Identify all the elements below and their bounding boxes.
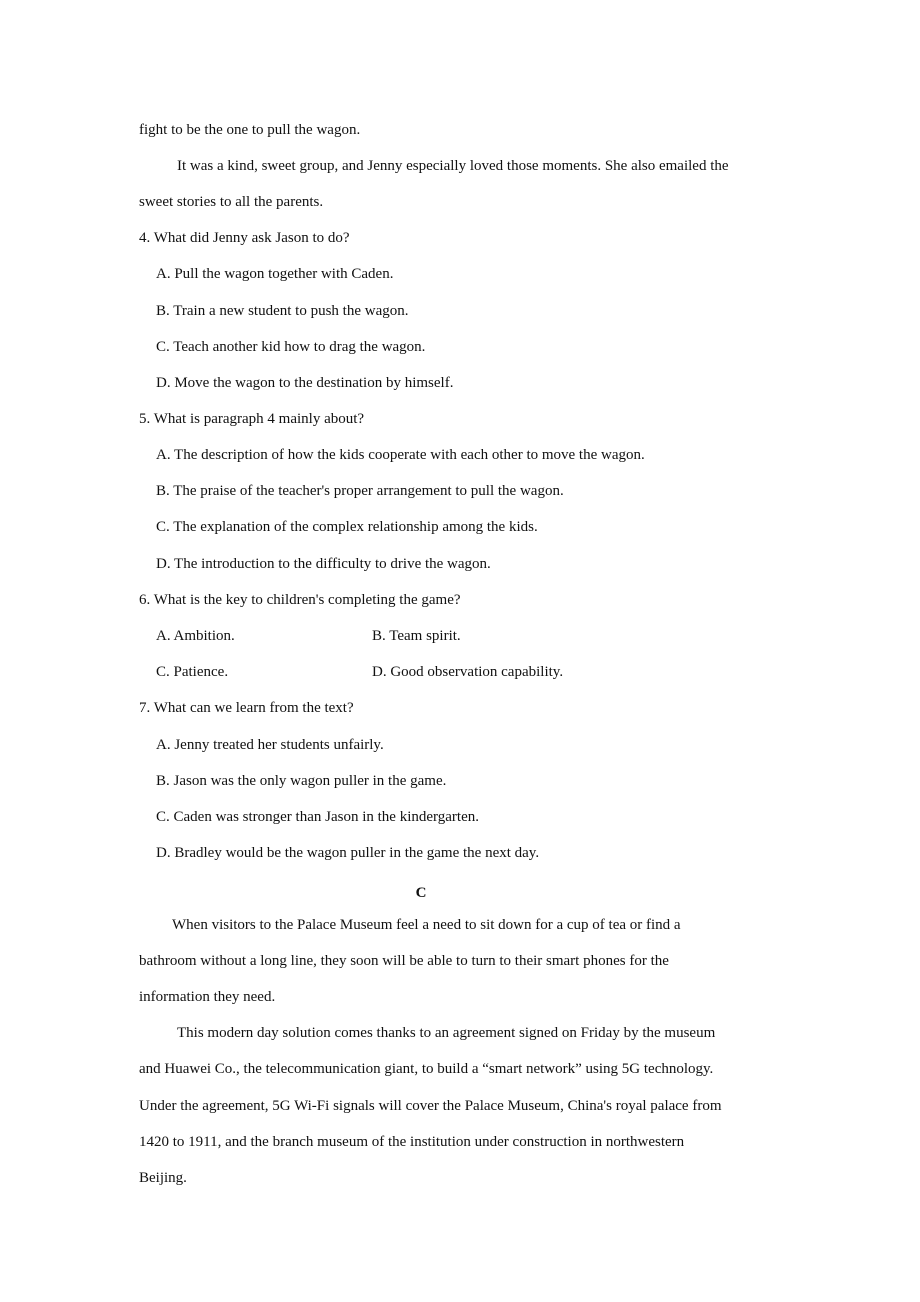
passage-line: and Huawei Co., the telecommunication giant, to build a “smart network” using 5G technology.	[139, 1061, 714, 1077]
passage-line: bathroom without a long line, they soon will be able to turn to their smart phones for the	[139, 953, 669, 969]
question-4-option-b: B. Train a new student to push the wagon.	[156, 303, 409, 319]
question-7-option-c: C. Caden was stronger than Jason in the kindergarten.	[156, 809, 479, 825]
section-heading: C	[415, 885, 427, 901]
question-4-stem: 4. What did Jenny ask Jason to do?	[139, 230, 350, 246]
question-4-option-c: C. Teach another kid how to drag the wagon.	[156, 339, 426, 355]
question-5-option-b: B. The praise of the teacher's proper arrangement to pull the wagon.	[156, 483, 564, 499]
question-7-option-a: A. Jenny treated her students unfairly.	[156, 737, 384, 753]
passage-line: When visitors to the Palace Museum feel a need to sit down for a cup of tea or find a	[172, 917, 681, 933]
question-7-option-d: D. Bradley would be the wagon puller in the game the next day.	[156, 845, 540, 861]
question-5-option-c: C. The explanation of the complex relationship among the kids.	[156, 519, 538, 535]
question-6-option-c: C. Patience.	[156, 664, 229, 680]
question-6-option-d: D. Good observation capability.	[372, 664, 564, 680]
question-6-stem: 6. What is the key to children's completing the game?	[139, 592, 461, 608]
question-5-stem: 5. What is paragraph 4 mainly about?	[139, 411, 365, 427]
passage-line: This modern day solution comes thanks to an agreement signed on Friday by the museum	[177, 1025, 716, 1041]
passage-line: information they need.	[139, 989, 276, 1005]
question-4-option-d: D. Move the wagon to the destination by himself.	[156, 375, 454, 391]
passage-line: It was a kind, sweet group, and Jenny especially loved those moments. She also emailed the	[177, 158, 729, 174]
passage-line: 1420 to 1911, and the branch museum of the institution under construction in northwestern	[139, 1134, 685, 1150]
question-4-option-a: A. Pull the wagon together with Caden.	[156, 266, 394, 282]
passage-line: sweet stories to all the parents.	[139, 194, 324, 210]
passage-line: Beijing.	[139, 1170, 187, 1186]
question-5-option-a: A. The description of how the kids cooperate with each other to move the wagon.	[156, 447, 645, 463]
question-6-option-b: B. Team spirit.	[372, 628, 461, 644]
question-6-option-a: A. Ambition.	[156, 628, 235, 644]
question-5-option-d: D. The introduction to the difficulty to drive the wagon.	[156, 556, 491, 572]
question-7-option-b: B. Jason was the only wagon puller in the game.	[156, 773, 447, 789]
passage-line: Under the agreement, 5G Wi-Fi signals will cover the Palace Museum, China's royal palace from	[139, 1098, 722, 1114]
passage-line: fight to be the one to pull the wagon.	[139, 122, 361, 138]
question-7-stem: 7. What can we learn from the text?	[139, 700, 354, 716]
